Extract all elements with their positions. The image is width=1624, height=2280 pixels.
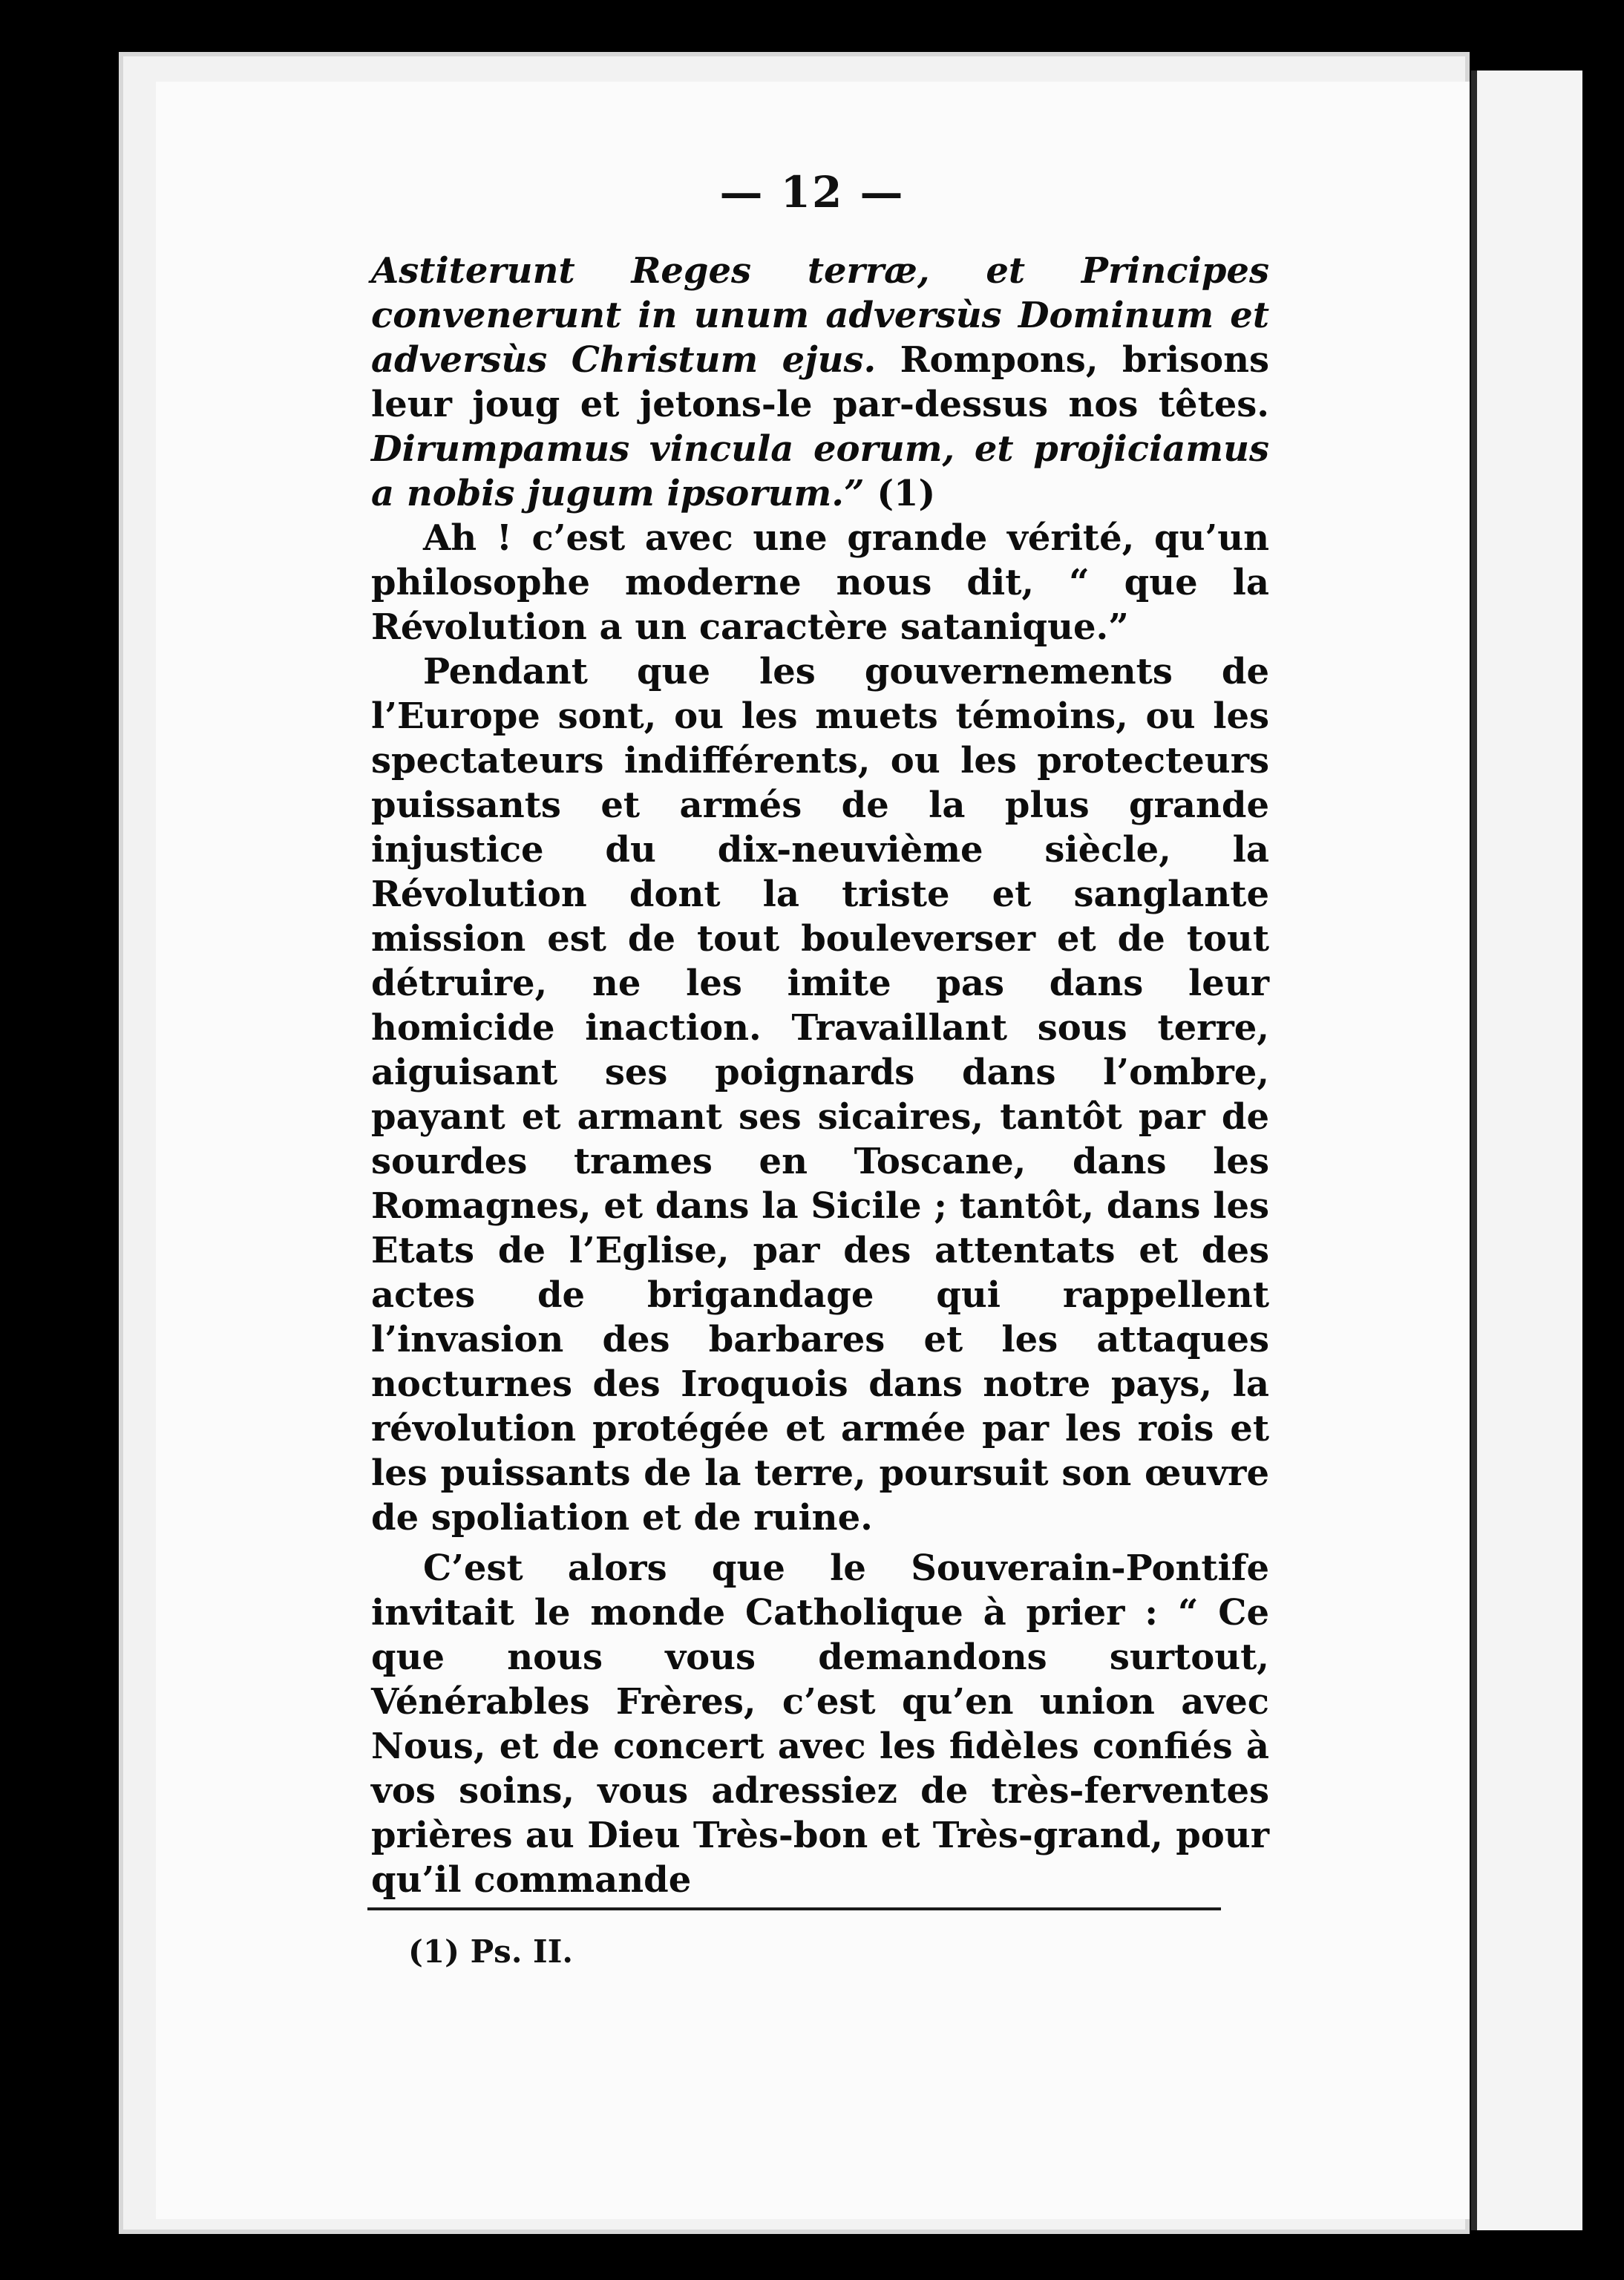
paragraph-1 (371, 249, 1269, 516)
paragraph-1-text: Rompons, brisons leur joug et jetons-le par-dessus nos têtes. (371, 339, 1270, 425)
latin-quote-1: Astiterunt Reges terræ, et Principes convenerunt in unum adversùs Dominum et adversùs Christum ejus. (371, 250, 1269, 381)
paragraph-3: Pendant que les gouvernements de l’Europe sont, ou les muets témoins, ou les spectateurs indifférents, ou les protecteurs puissants et armés de la plus grande injustice du dix-neuvième siècle, la Révolution dont la triste et sanglante mission est de tout bouleverser et de tout détruire, ne les imite pas dans leur homicide inaction. Travaillant sous terre, aiguisant ses poignards dans l’ombre, payant et armant ses sicaires, tantôt par de sourdes trames en Toscane, dans les Romagnes, et dans la Sicile ; tantôt, dans les Etats de l’Eglise, par des attentats et des actes de brigandage qui rappellent l’invasion des barbares et les attaques nocturnes des Iroquois dans notre pays, la révolution protégée et armée par les rois et les puissants de la terre, poursuit son œuvre de spoliation et de ruine. (371, 651, 1269, 1539)
footnote: (1) Ps. II. (408, 1933, 573, 1970)
latin-quote-2: Dirumpamus vincula eorum, et projiciamus a nobis jugum ipsorum.” (371, 428, 1269, 514)
paragraph-2: Ah ! c’est avec une grande vérité, qu’un philosophe moderne nous dit, “ que la Révolution a un caractère satanique.” (371, 517, 1269, 648)
footnote-rule (367, 1907, 1221, 1910)
footnote-ref: (1) (864, 473, 936, 514)
body-text (371, 249, 1269, 1902)
page-number: — 12 — (719, 167, 905, 217)
paragraph-4: C’est alors que le Souverain-Pontife invitait le monde Catholique à prier : “ Ce que nous vous demandons surtout, Vénérables Frères, c’est qu’en union avec Nous, et de concert avec les fidèles confiés à vos soins, vous adressiez de très-ferventes prières au Dieu Très-bon et Très-grand, pour qu’il commande (371, 1547, 1269, 1901)
